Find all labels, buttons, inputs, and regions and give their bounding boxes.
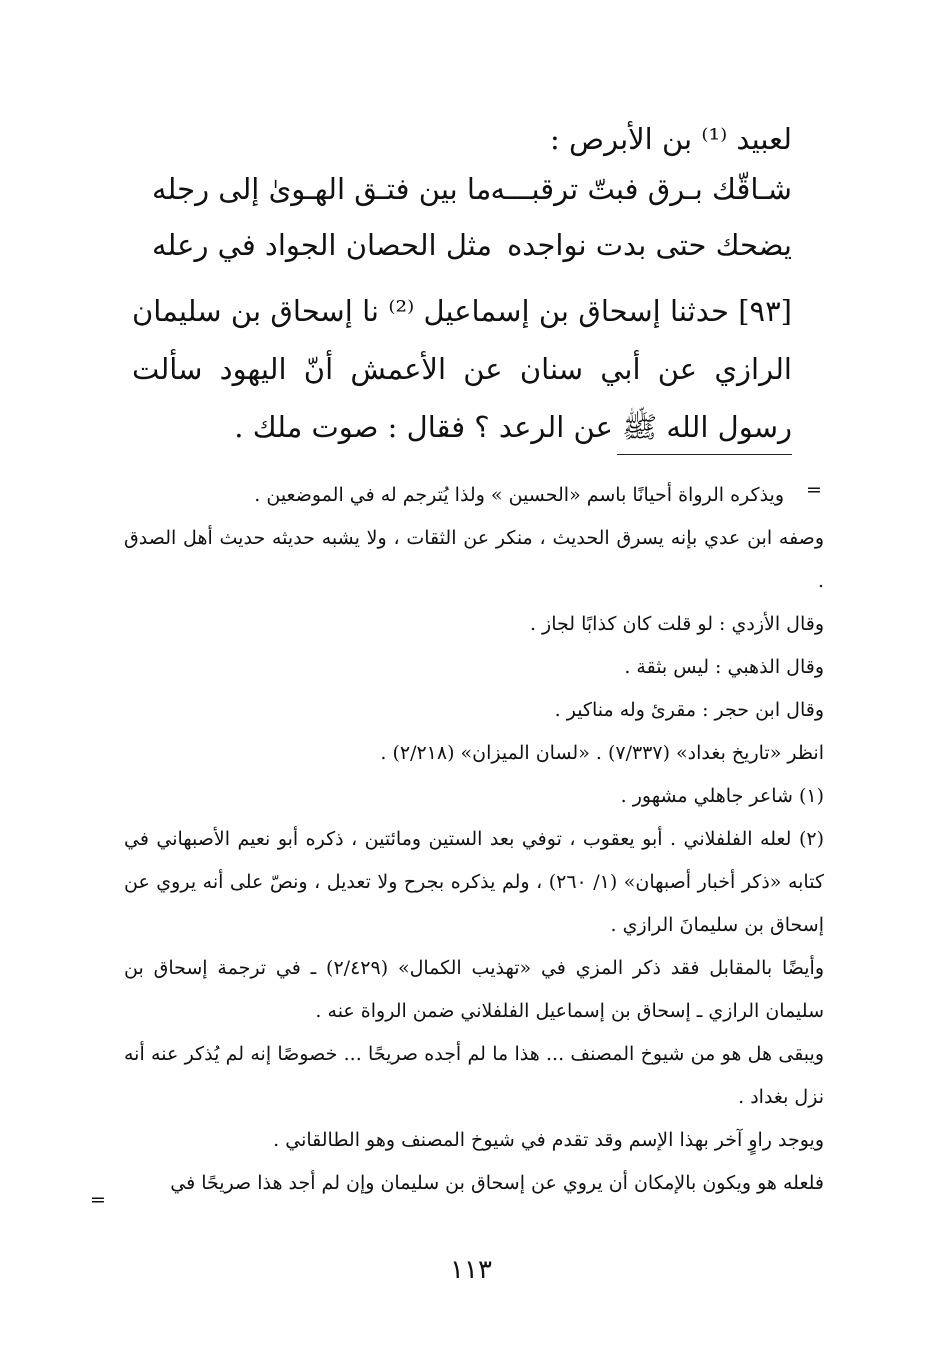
footnote-separator [617, 454, 792, 455]
intro-line: لعبيد ⁽¹⁾ بن الأبرص : [550, 122, 792, 156]
footnote-line: ويذكره الرواة أحيانًا باسم «الحسين » ولذا يُترجم له في الموضعين . [254, 484, 784, 506]
verse-1-first-hemistich: شـاقّك بـرق فبتّ ترقبـــه [490, 172, 792, 206]
poem-verse-1 [152, 160, 792, 218]
continuation-marker-top: = [806, 479, 822, 501]
footnote-line: ويوجد راوٍ آخر بهذا الإسم وقد تقدم في شيوخ المصنف وهو الطالقاني . [273, 1129, 824, 1151]
footnotes-section [124, 474, 824, 1205]
poem-verse-2 [152, 216, 792, 274]
footnote-line: فلعله هو ويكون بالإمكان أن يروي عن إسحاق بن سليمان وإن لم أجد هذا صريحًا في [170, 1172, 824, 1194]
footnote-line: وصفه ابن عدي بإنه يسرق الحديث ، منكر عن الثقات ، ولا يشبه حديثه حديث أهل الصدق . [124, 527, 824, 592]
footnote-line: وأيضًا بالمقابل فقد ذكر المزي في «تهذيب الكمال» (٢/٤٢٩) ـ في ترجمة إسحاق بن سليمان الرازي ـ إسحاق بن إسماعيل الفلفلاني ضمن الرواة عنه . [124, 957, 825, 1022]
footnote-line: انظر «تاريخ بغداد» (٧/٣٣٧) . «لسان الميزان» (٢/٢١٨) . [380, 742, 824, 764]
page-number: ١١٣ [450, 1255, 492, 1285]
footnote-1: (١) شاعر جاهلي مشهور . [620, 785, 824, 807]
footnote-2: (٢) لعله الفلفلاني . أبو يعقوب ، توفي بعد الستين ومائتين ، ذكره أبو نعيم الأصبهاني في كتابه «ذكر أخبار أصبهان» (١/ ٢٦٠) ، ولم يذكره بجرح ولا تعديل ، ونصّ على أنه يروي عن إسحاق بن سليمانَ الرازي . [124, 828, 824, 936]
footnote-line: ويبقى هل هو من شيوخ المصنف ... هذا ما لم أجده صريحًا ... خصوصًا إنه لم يُذكر عنه أنه نزل بغداد . [124, 1043, 824, 1108]
verse-1-second-hemistich: ما بين فتـق الهـوىٰ إلى رجله [152, 172, 492, 206]
verse-2-first-hemistich: يضحك حتى بدت نواجده [507, 228, 792, 262]
hadith-paragraph: [٩٣] حدثنا إسحاق بن إسماعيل ⁽²⁾ نا إسحاق بن سليمان الرازي عن أبي سنان عن الأعمش أنّ اليهود سألت رسول الله ﷺ عن الرعد ؟ فقال : صوت ملك . [132, 294, 792, 444]
footnote-line: وقال ابن حجر : مقرئ وله مناكير . [554, 699, 824, 721]
continuation-marker-bottom: = [90, 1189, 106, 1211]
footnote-line: وقال الذهبي : ليس بثقة . [624, 656, 824, 678]
footnote-line: وقال الأزدي : لو قلت كان كذابًا لجاز . [529, 613, 824, 635]
verse-2-second-hemistich: مثل الحصان الجواد في رعله [152, 228, 493, 262]
